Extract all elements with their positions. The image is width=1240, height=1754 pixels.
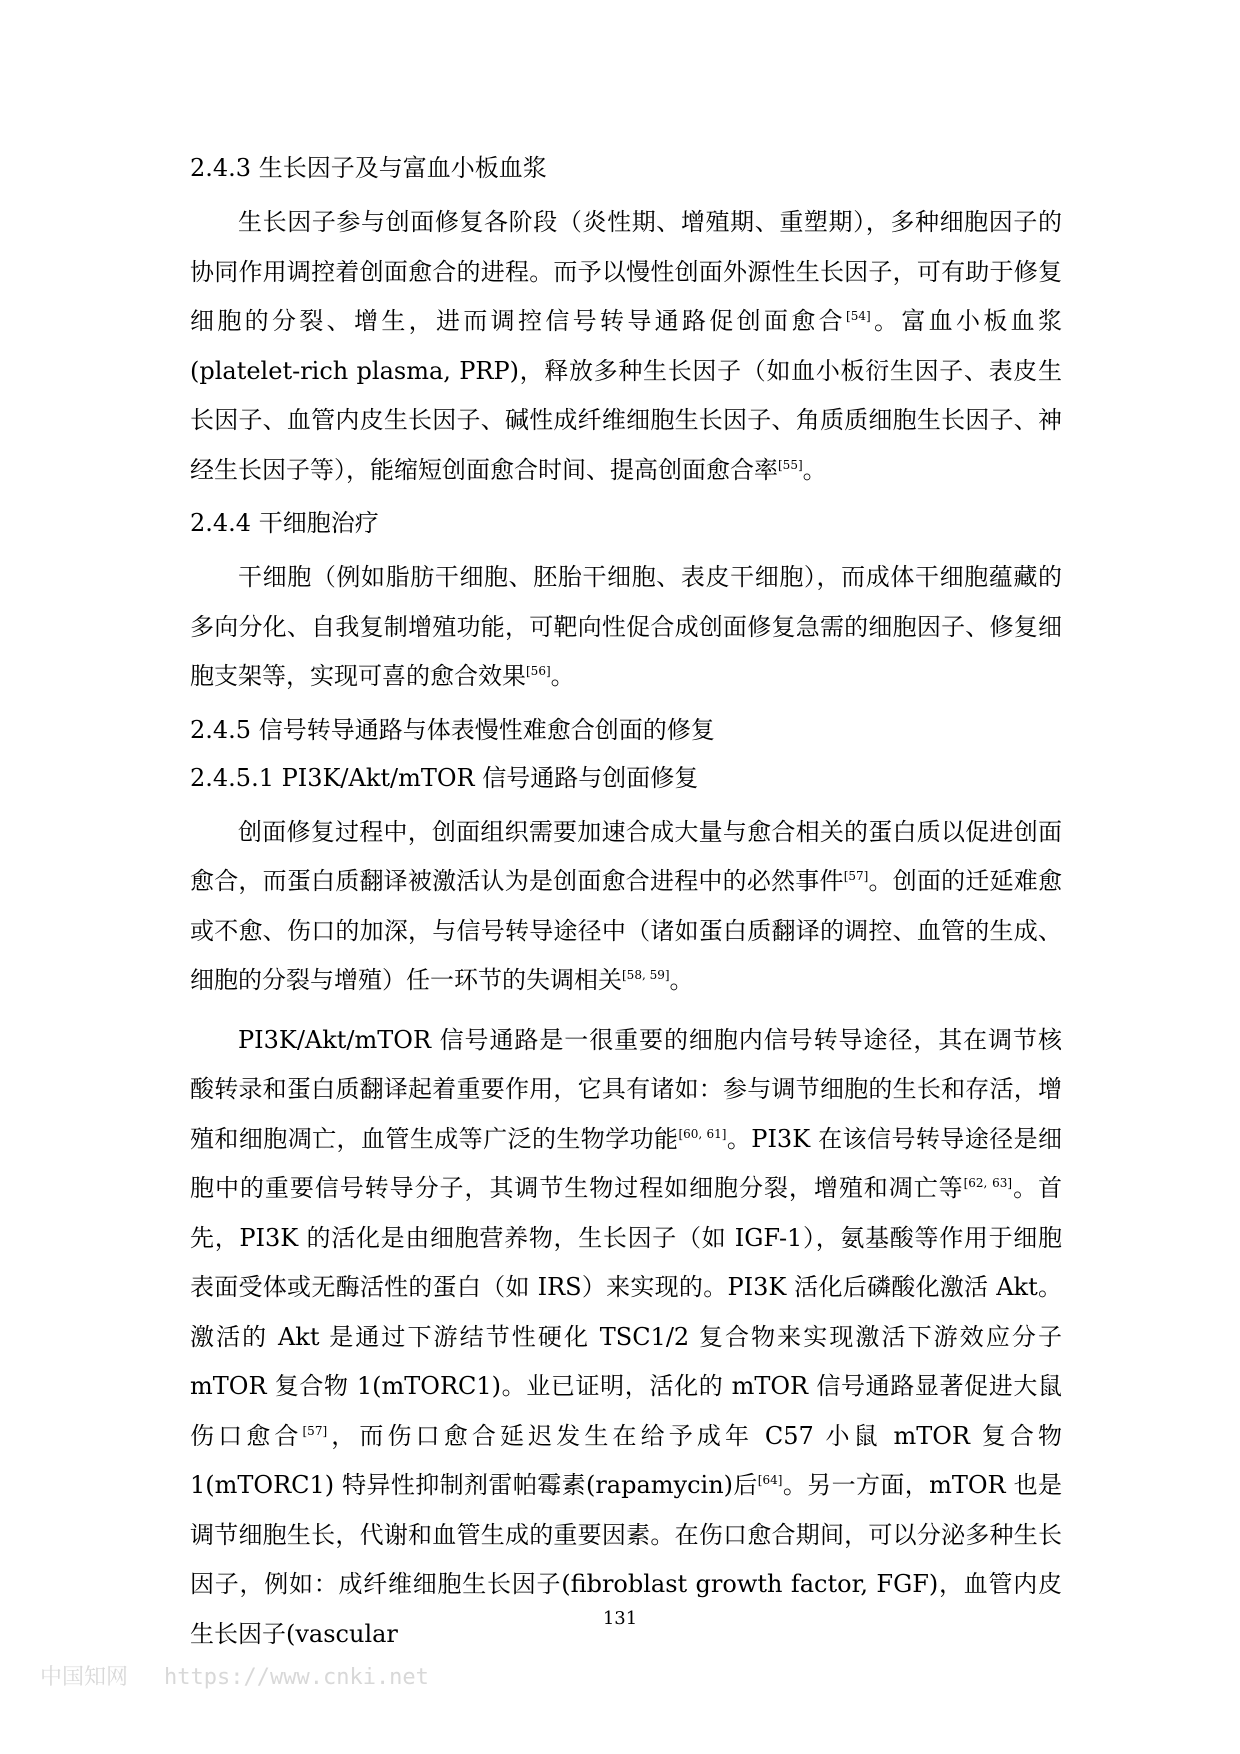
paragraph-stem-cells	[190, 553, 1062, 702]
paragraph-pi3k-pathway	[190, 1016, 1062, 1660]
paragraph-text: 。	[550, 662, 575, 690]
section-heading-2-4-3: 2.4.3 生长因子及与富血小板血浆	[190, 154, 547, 182]
paragraph-text: 。	[669, 966, 694, 994]
paragraph-text: PI3K/Akt/mTOR 信号通路是一很重要的细胞内信号转导途径，其在调节核酸转录和蛋白质翻译起着重要作用，它具有诸如：参与调节细胞的生长和存活，增殖和细胞凋亡，血管生成等广泛的生物学功能	[190, 1025, 1062, 1153]
citation: [57]	[302, 1423, 328, 1438]
citation: [56]	[526, 664, 551, 678]
page-number: 131	[602, 1608, 638, 1629]
citation: [64]	[757, 1473, 783, 1487]
section-heading-2-4-5-1: 2.4.5.1 PI3K/Akt/mTOR 信号通路与创面修复	[190, 763, 699, 792]
page-body	[190, 150, 1062, 1669]
paragraph-text: 。富血小板血浆(platelet-rich plasma, PRP)，释放多种生长因子（如血小板衍生因子、表皮生长因子、血管内皮生长因子、碱性成纤维细胞生长因子、角质质细胞生长因子、神经生长因子等），能缩短创面愈合时间、提高创面愈合率	[190, 307, 1063, 484]
paragraph-text: 。	[802, 455, 827, 484]
citation: [58, 59]	[622, 968, 670, 982]
citation: [62, 63]	[963, 1176, 1013, 1190]
watermark-url: https://www.cnki.net	[164, 1665, 429, 1690]
paragraph-text: 。PI3K 在该信号转导途径是细胞中的重要信号转导分子，其调节生物过程如细胞分裂，增殖和凋亡等	[190, 1124, 1063, 1202]
paragraph-growth-factors	[190, 198, 1062, 495]
paragraph-text: 生长因子参与创面修复各阶段（炎性期、增殖期、重塑期），多种细胞因子的协同作用调控着创面愈合的进程。而予以慢性创面外源性生长因子，可有助于修复细胞的分裂、增生，进而调控信号转导通路促创面愈合	[190, 208, 1062, 335]
paragraph-text: 。首先，PI3K 的活化是由细胞营养物，生长因子（如 IGF-1），氨基酸等作用于细胞表面受体或无酶活性的蛋白（如 IRS）来实现的。PI3K 活化后磷酸化激活 Akt。激活的 Akt 是通过下游结节性硬化 TSC1/2 复合物来实现激活下游效应分子 mTOR 复合物 1(mTORC1)。业已证明，活化的 mTOR 信号通路显著促进大鼠伤口愈合	[190, 1174, 1063, 1450]
paragraph-text: 。另一方面，mTOR 也是调节细胞生长，代谢和血管生成的重要因素。在伤口愈合期间，可以分泌多种生长因子，例如：成纤维细胞生长因子(fibroblast growth factor, FGF)，血管内皮生长因子(vascular	[190, 1471, 1063, 1648]
citation: [55]	[778, 457, 803, 472]
paragraph-text: 创面修复过程中，创面组织需要加速合成大量与愈合相关的蛋白质以促进创面愈合，而蛋白质翻译被激活认为是创面愈合进程中的必然事件	[190, 817, 1062, 895]
citation: [60, 61]	[678, 1126, 727, 1141]
citation: [54]	[846, 309, 871, 323]
watermark-brand: 中国知网	[40, 1665, 129, 1690]
cnki-watermark	[40, 1660, 429, 1691]
paragraph-text: 。创面的迁延难愈或不愈、伤口的加深，与信号转导途径中（诸如蛋白质翻译的调控、血管的生成、细胞的分裂与增殖）任一环节的失调相关	[190, 867, 1063, 994]
paragraph-wound-repair	[190, 808, 1062, 1006]
section-heading-2-4-4: 2.4.4 干细胞治疗	[190, 509, 379, 537]
paragraph-text: ，而伤口愈合延迟发生在给予成年 C57 小鼠 mTOR 复合物 1(mTORC1) 特异性抑制剂雷帕霉素(rapamycin)后	[190, 1421, 1063, 1499]
citation: [57]	[843, 869, 869, 883]
paragraph-text: 干细胞（例如脂肪干细胞、胚胎干细胞、表皮干细胞），而成体干细胞蕴藏的多向分化、自我复制增殖功能，可靶向性促合成创面修复急需的细胞因子、修复细胞支架等，实现可喜的愈合效果	[190, 563, 1062, 690]
section-heading-2-4-5: 2.4.5 信号转导通路与体表慢性难愈合创面的修复	[190, 715, 715, 744]
